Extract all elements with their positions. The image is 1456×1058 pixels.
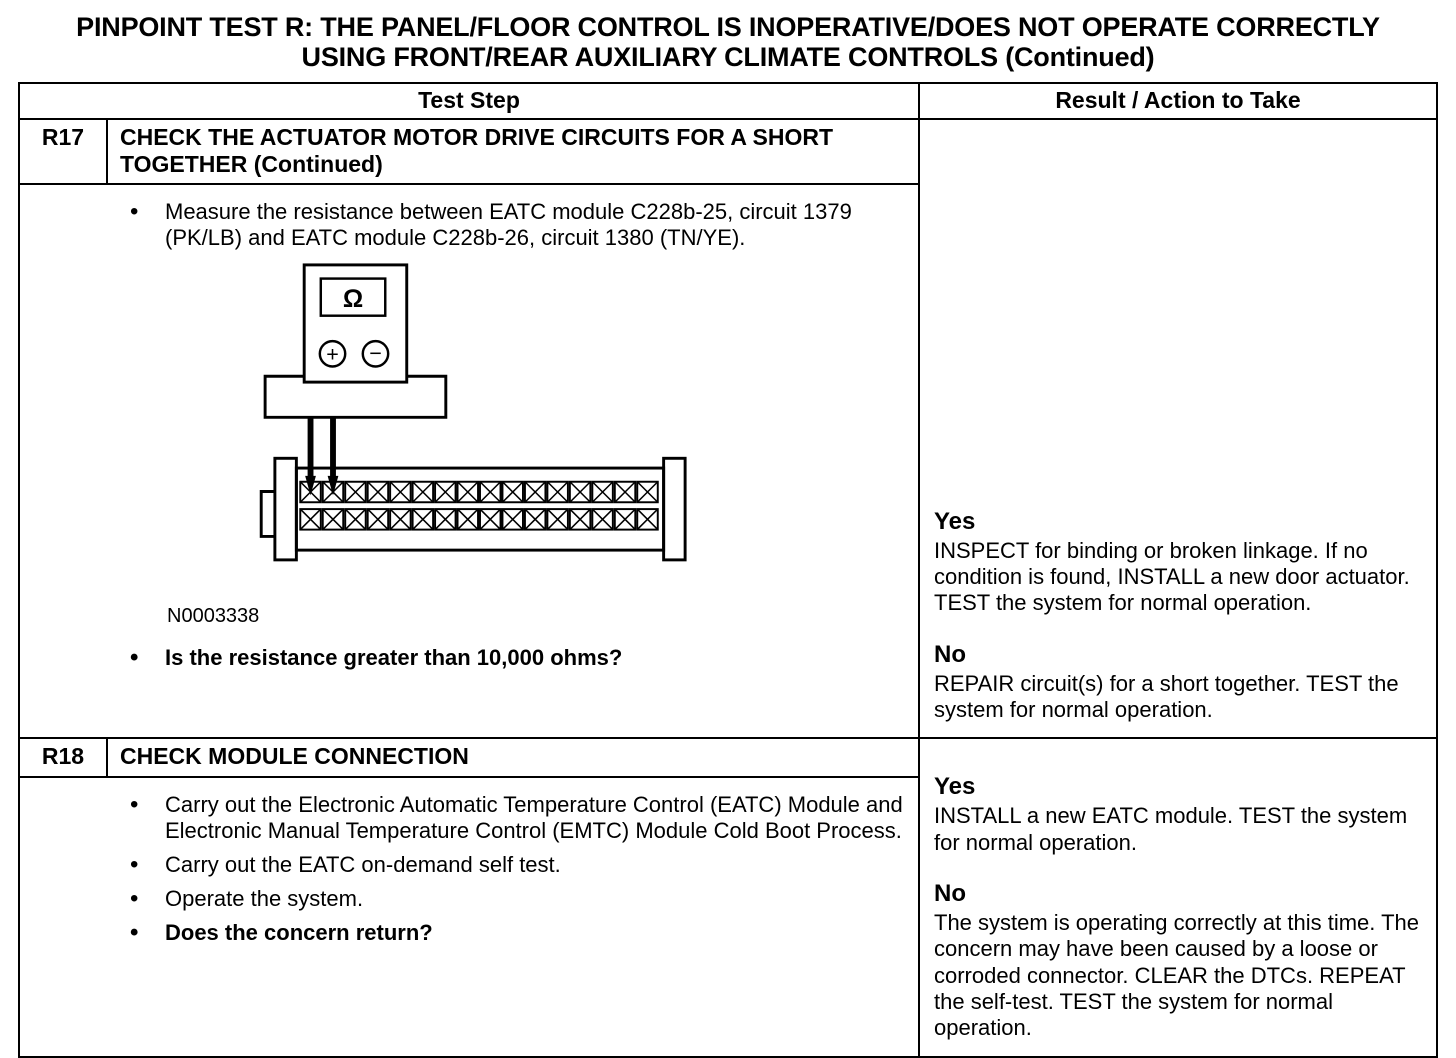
r18-instructions: [30, 792, 908, 946]
connector-left-plate: [275, 459, 296, 561]
r18-instruction-item: • Carry out the Electronic Automatic Temperature Control (EATC) Module and Electronic Manual Temperature Control (EMTC) Module Cold Boot Process.: [128, 792, 908, 844]
plus-symbol: +: [326, 342, 339, 367]
r17-yes-block: [934, 508, 1424, 617]
r18-no-text: The system is operating correctly at this time. The concern may have been caused by a loose or corroded connector. CLEAR the DTCs. REPEAT the self-test. TEST the system for normal operation.: [934, 909, 1419, 1041]
r18-yes-text: INSTALL a new EATC module. TEST the system for normal operation.: [934, 803, 1408, 855]
r18-step-title: CHECK MODULE CONNECTION: [120, 743, 469, 770]
r17-question-list: [30, 645, 908, 671]
r17-instruction-item: • Measure the resistance between EATC module C228b-25, circuit 1379 (PK/LB) and EATC module C228b-26, circuit 1380 (TN/YE).: [128, 199, 908, 251]
page-title: [18, 12, 1438, 72]
minus-symbol: −: [369, 341, 382, 366]
table-header-row: [20, 84, 1436, 118]
connector-tab: [261, 492, 275, 537]
r18-no-block: [934, 880, 1424, 1042]
r18-result-cell: [918, 739, 1436, 1055]
r17-result-cell: [918, 120, 1436, 737]
figure-caption: N0003338: [167, 605, 260, 628]
omega-symbol: Ω: [342, 285, 364, 314]
r18-yes-block: [934, 773, 1424, 856]
r18-step-head: [20, 739, 918, 777]
col-header-result: Result / Action to Take: [918, 84, 1436, 118]
r17-step-title: CHECK THE ACTUATOR MOTOR DRIVE CIRCUITS FOR A SHORT TOGETHER (Continued): [120, 124, 833, 177]
r17-no-text: REPAIR circuit(s) for a short together. TEST the system for normal operation.: [934, 670, 1399, 722]
pin-grid: [300, 482, 657, 530]
r17-step-body: [20, 185, 918, 737]
r18-no-label: No: [934, 879, 966, 907]
r18-yes-label: Yes: [934, 773, 976, 801]
r18-instruction-item: • Carry out the EATC on-demand self test.: [128, 852, 908, 878]
r18-question: • Does the concern return?: [128, 920, 908, 946]
r17-instructions: [30, 199, 908, 251]
r18-step-id: R18: [20, 739, 108, 775]
r17-yes-label: Yes: [934, 507, 976, 535]
connector: [261, 459, 685, 561]
r17-step-id: R17: [20, 120, 108, 183]
r17-question: • Is the resistance greater than 10,000 ohms?: [128, 645, 908, 671]
ohmmeter-connector-diagram: [255, 261, 705, 597]
r17-test-step-cell: [20, 120, 918, 737]
r17-no-block: [934, 641, 1424, 724]
r18-test-step-cell: [20, 739, 918, 1055]
r18-instruction-item: • Operate the system.: [128, 886, 908, 912]
r18-step-body: [20, 778, 918, 1056]
step-row-r18: [20, 737, 1436, 1055]
r17-step-head: [20, 120, 918, 185]
pinpoint-test-table: [18, 82, 1438, 1057]
ohmmeter: [304, 265, 407, 382]
step-row-r17: [20, 118, 1436, 737]
page-title-line2: USING FRONT/REAR AUXILIARY CLIMATE CONTROLS (Continued): [301, 42, 1155, 73]
r17-figure: [255, 261, 908, 603]
r17-yes-text: INSPECT for binding or broken linkage. If no condition is found, INSTALL a new door actuator. TEST the system for normal operation.: [934, 537, 1410, 616]
col-header-test-step: Test Step: [418, 87, 520, 114]
connector-right-plate: [664, 459, 685, 561]
page-title-line1: PINPOINT TEST R: THE PANEL/FLOOR CONTROL IS INOPERATIVE/DOES NOT OPERATE CORRECTLY: [76, 12, 1380, 42]
r17-no-label: No: [934, 640, 966, 668]
